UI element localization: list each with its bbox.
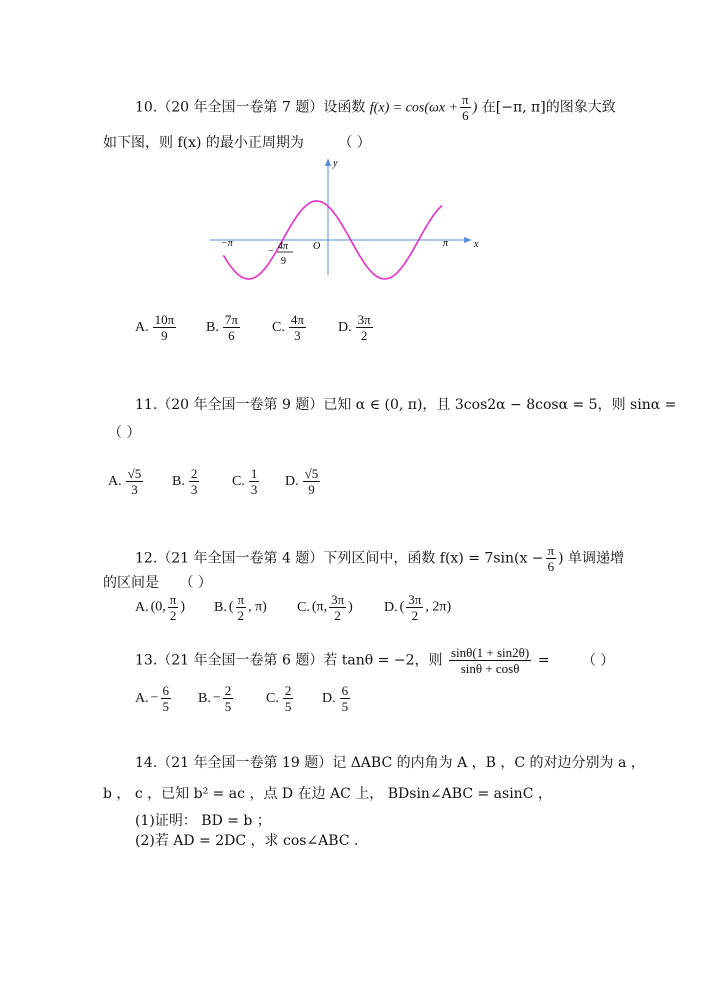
q13-equals: =: [537, 652, 550, 669]
option-fraction: [153, 312, 177, 343]
option-fraction: [249, 466, 260, 497]
q10-graph: [200, 155, 490, 280]
option-label: C.: [297, 599, 310, 615]
x-axis-arrow: [464, 237, 472, 243]
fraction-numerator: 3π: [331, 592, 345, 607]
q13-stem-prefix: 13.（21 年全国一卷第 6 题）若 tanθ = −2，则: [135, 652, 443, 669]
fraction-denominator: 2: [360, 328, 368, 343]
option-fraction: [329, 592, 346, 623]
q12-question: 的区间是: [103, 575, 159, 591]
q10-function-close: ): [472, 100, 478, 116]
option-a: [135, 312, 178, 343]
q14-part2: (2)若 AD = 2DC ，求 cos∠ABC .: [135, 833, 359, 849]
answer-blank: （ ）: [581, 652, 615, 669]
option-a: [108, 466, 145, 497]
option-fraction: [223, 312, 240, 343]
fraction-denominator: 3: [190, 482, 198, 497]
fraction-denominator: 2: [237, 608, 245, 623]
fraction-denominator: 2: [169, 608, 177, 623]
option-label: A.: [108, 473, 122, 489]
option-label: C.: [232, 473, 245, 489]
fraction-denominator: 5: [341, 699, 349, 714]
option-label: B.: [214, 599, 227, 615]
tick-numerator: 4π: [278, 241, 289, 252]
fraction-numerator: 3π: [357, 312, 371, 327]
q10-function: f(x) = cos(ωx +: [369, 100, 459, 116]
q14-part1: (1)证明： BD = b ；: [135, 813, 271, 829]
answer-blank: （ ）: [108, 425, 141, 441]
fraction-denominator: 2: [411, 608, 419, 623]
interval-close: , 2π): [425, 599, 452, 615]
option-fraction: [283, 683, 294, 714]
fraction-denominator: 9: [308, 482, 315, 497]
q13-fraction: [449, 645, 531, 676]
option-d: [384, 592, 451, 623]
option-sign: −: [212, 690, 221, 706]
interval-open: (π,: [311, 599, 328, 615]
option-d: [285, 466, 322, 497]
fraction-denominator: sinθ + cosθ: [460, 661, 520, 676]
option-label: A.: [135, 319, 149, 335]
origin-label: O: [313, 241, 321, 252]
option-label: A.: [135, 599, 149, 615]
option-a: [135, 592, 185, 623]
q12-stem-suffix: ) 单调递增: [558, 550, 625, 567]
option-fraction: [289, 312, 306, 343]
option-fraction: [223, 683, 234, 714]
q10-function-fraction: [460, 92, 471, 123]
q12-line1: [135, 543, 624, 574]
q10-interval: 在[−π, π]的图象大致: [481, 99, 616, 116]
option-c: [232, 466, 261, 497]
q11-line1: [135, 394, 676, 414]
q12-fraction: [546, 543, 557, 574]
fraction-denominator: 3: [250, 482, 258, 497]
fraction-numerator: 4π: [290, 312, 304, 327]
option-fraction: [236, 592, 247, 623]
option-d: [322, 683, 352, 714]
option-fraction: [126, 466, 144, 497]
fraction-numerator: 2: [190, 466, 198, 481]
fraction-numerator: 6: [341, 683, 349, 698]
option-label: B.: [198, 690, 211, 706]
option-c: [297, 592, 353, 623]
fraction-denominator: 3: [131, 482, 138, 497]
x-label: x: [474, 239, 479, 250]
option-label: D.: [285, 473, 299, 489]
fraction-numerator: √5: [304, 466, 319, 481]
fraction-numerator: sinθ(1 + sin2θ): [450, 645, 530, 660]
fraction-numerator: 2: [224, 683, 232, 698]
option-d: [338, 312, 375, 343]
q14-line1: 14.（21 年全国一卷第 19 题）记 ΔABC 的内角为 A ，B ，C 的对边分别为 a ，: [135, 755, 645, 771]
fraction-denominator: 9: [161, 328, 168, 343]
option-label: C.: [272, 319, 285, 335]
q10-question: 如下图，则 f(x) 的最小正周期为: [103, 135, 304, 151]
interval-open: (0,: [150, 599, 166, 615]
interval-open: (: [399, 599, 405, 615]
pos-pi-label: π: [443, 238, 449, 249]
y-axis-arrow: [325, 158, 331, 166]
option-label: D.: [338, 319, 352, 335]
option-a: [135, 683, 173, 714]
tick-sign: −: [268, 246, 274, 257]
option-label: C.: [266, 690, 279, 706]
fraction-numerator: 1: [250, 466, 258, 481]
fraction-numerator: 3π: [408, 592, 422, 607]
q11-stem: 11.（20 年全国一卷第 9 题）已知 α ∈ (0, π)，且 3cos2α − 8cosα = 5，则 sinα =: [135, 397, 677, 413]
option-fraction: [189, 466, 200, 497]
fraction-denominator: 3: [294, 328, 301, 343]
option-sign: −: [150, 690, 159, 706]
fraction-denominator: 6: [462, 108, 469, 123]
fraction-numerator: π: [237, 592, 245, 607]
option-label: B.: [172, 473, 185, 489]
q14-line2: b ， c ，已知 b² = ac ，点 D 在边 AC 上， BDsin∠ABC = asinC ，: [103, 786, 552, 802]
interval-open: (: [228, 599, 234, 615]
q10-line2: [103, 132, 371, 152]
interval-close: , π): [248, 599, 267, 615]
option-label: D.: [322, 690, 336, 706]
fraction-numerator: π: [547, 543, 555, 558]
q12-line2: [103, 572, 212, 592]
fraction-denominator: 5: [162, 699, 170, 714]
answer-blank: （ ）: [338, 135, 371, 151]
option-b: [172, 466, 201, 497]
option-fraction: [303, 466, 321, 497]
fraction-numerator: 10π: [154, 312, 175, 327]
q12-stem-prefix: 12.（21 年全国一卷第 4 题）下列区间中，函数 f(x) = 7sin(x −: [135, 550, 544, 567]
option-fraction: [340, 683, 351, 714]
y-label: y: [333, 158, 338, 169]
option-b: [206, 312, 242, 343]
fraction-denominator: 5: [224, 699, 232, 714]
fraction-numerator: 7π: [224, 312, 238, 327]
fraction-numerator: 2: [284, 683, 292, 698]
fraction-numerator: π: [462, 92, 469, 107]
option-fraction: [356, 312, 373, 343]
fraction-numerator: 6: [162, 683, 170, 698]
q10-stem-prefix: 10.（20 年全国一卷第 7 题）设函数: [135, 99, 366, 116]
fraction-numerator: √5: [127, 466, 142, 481]
option-b: [198, 683, 235, 714]
fraction-denominator: 6: [547, 559, 555, 574]
interval-close: ): [348, 599, 353, 615]
fraction-denominator: 6: [228, 328, 235, 343]
option-c: [272, 312, 308, 343]
option-b: [214, 592, 267, 623]
option-label: B.: [206, 319, 219, 335]
interval-close: ): [180, 599, 186, 615]
option-label: D.: [384, 599, 398, 615]
q10-line1: [135, 92, 616, 123]
fraction-denominator: 5: [284, 699, 292, 714]
option-fraction: [168, 592, 179, 623]
tick-denominator: 9: [281, 256, 286, 267]
q13-line1: [135, 645, 614, 676]
answer-blank: （ ）: [179, 575, 212, 591]
option-label: A.: [135, 690, 149, 706]
option-c: [266, 683, 295, 714]
option-fraction: [161, 683, 172, 714]
fraction-denominator: 2: [334, 608, 341, 623]
option-fraction: [406, 592, 423, 623]
neg-pi-label: −π: [221, 238, 233, 249]
fraction-numerator: π: [169, 592, 177, 607]
